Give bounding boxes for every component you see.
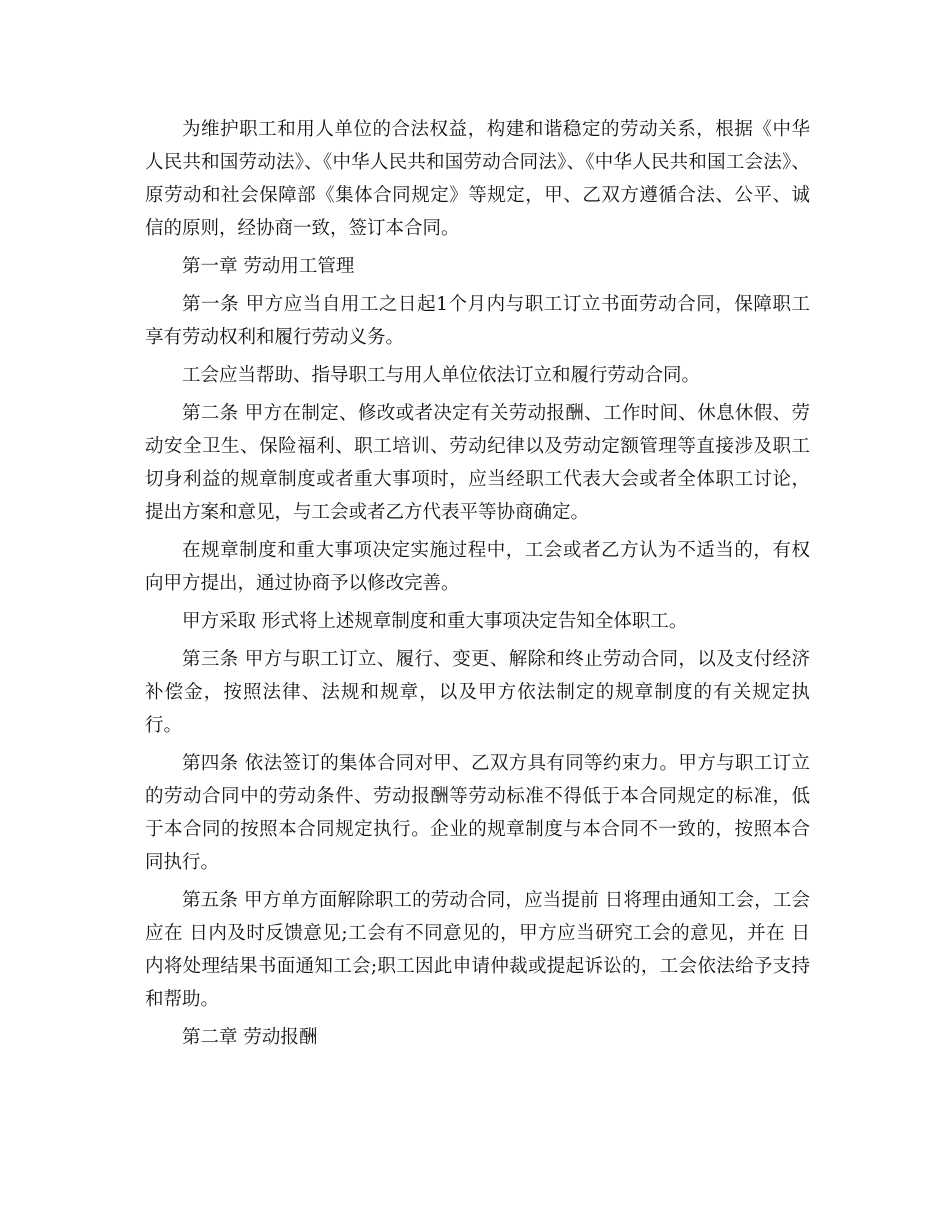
article-2-paragraph: 第二条 甲方在制定、修改或者决定有关劳动报酬、工作时间、休息休假、劳动安全卫生、保险福利、职工培训、劳动纪律以及劳动定额管理等直接涉及职工切身利益的规章制度或者重大事项时，应当经职工代表大会或者全体职工讨论，提出方案和意见，与工会或者乙方代表平等协商确定。 <box>145 403 810 523</box>
rules-notice-paragraph: 甲方采取 形式将上述规章制度和重大事项决定告知全体职工。 <box>182 611 688 632</box>
article-1-paragraph: 第一条 甲方应当自用工之日起1个月内与职工订立书面劳动合同，保障职工享有劳动权利和履行劳动义务。 <box>145 294 810 348</box>
article-5-paragraph: 第五条 甲方单方面解除职工的劳动合同，应当提前 日将理由通知工会，工会应在 日内及时反馈意见;工会有不同意见的，甲方应当研究工会的意见，并在 日内将处理结果书面通知工会;职工因此申请仲裁或提起诉讼的，工会依法给予支持和帮助。 <box>145 890 810 1010</box>
union-guidance-paragraph: 工会应当帮助、指导职工与用人单位依法订立和履行劳动合同。 <box>182 365 701 386</box>
chapter-2-heading: 第二章 劳动报酬 <box>182 1027 318 1048</box>
article-4-paragraph: 第四条 依法签订的集体合同对甲、乙双方具有同等约束力。甲方与职工订立的劳动合同中的劳动条件、劳动报酬等劳动标准不得低于本合同规定的标准，低于本合同的按照本合同规定执行。企业的规章制度与本合同不一致的，按照本合同执行。 <box>145 753 810 873</box>
chapter-1-heading: 第一章 劳动用工管理 <box>182 256 355 277</box>
rules-revision-paragraph: 在规章制度和重大事项决定实施过程中，工会或者乙方认为不适当的，有权向甲方提出，通过协商予以修改完善。 <box>145 540 810 594</box>
article-3-paragraph: 第三条 甲方与职工订立、履行、变更、解除和终止劳动合同，以及支付经济补偿金，按照法律、法规和规章，以及甲方依法制定的规章制度的有关规定执行。 <box>145 649 810 736</box>
preamble-paragraph: 为维护职工和用人单位的合法权益，构建和谐稳定的劳动关系，根据《中华人民共和国劳动法》、《中华人民共和国劳动合同法》、《中华人民共和国工会法》、原劳动和社会保障部《集体合同规定》等规定，甲、乙双方遵循合法、公平、诚信的原则，经协商一致，签订本合同。 <box>145 119 810 239</box>
document-body <box>145 113 810 1059</box>
